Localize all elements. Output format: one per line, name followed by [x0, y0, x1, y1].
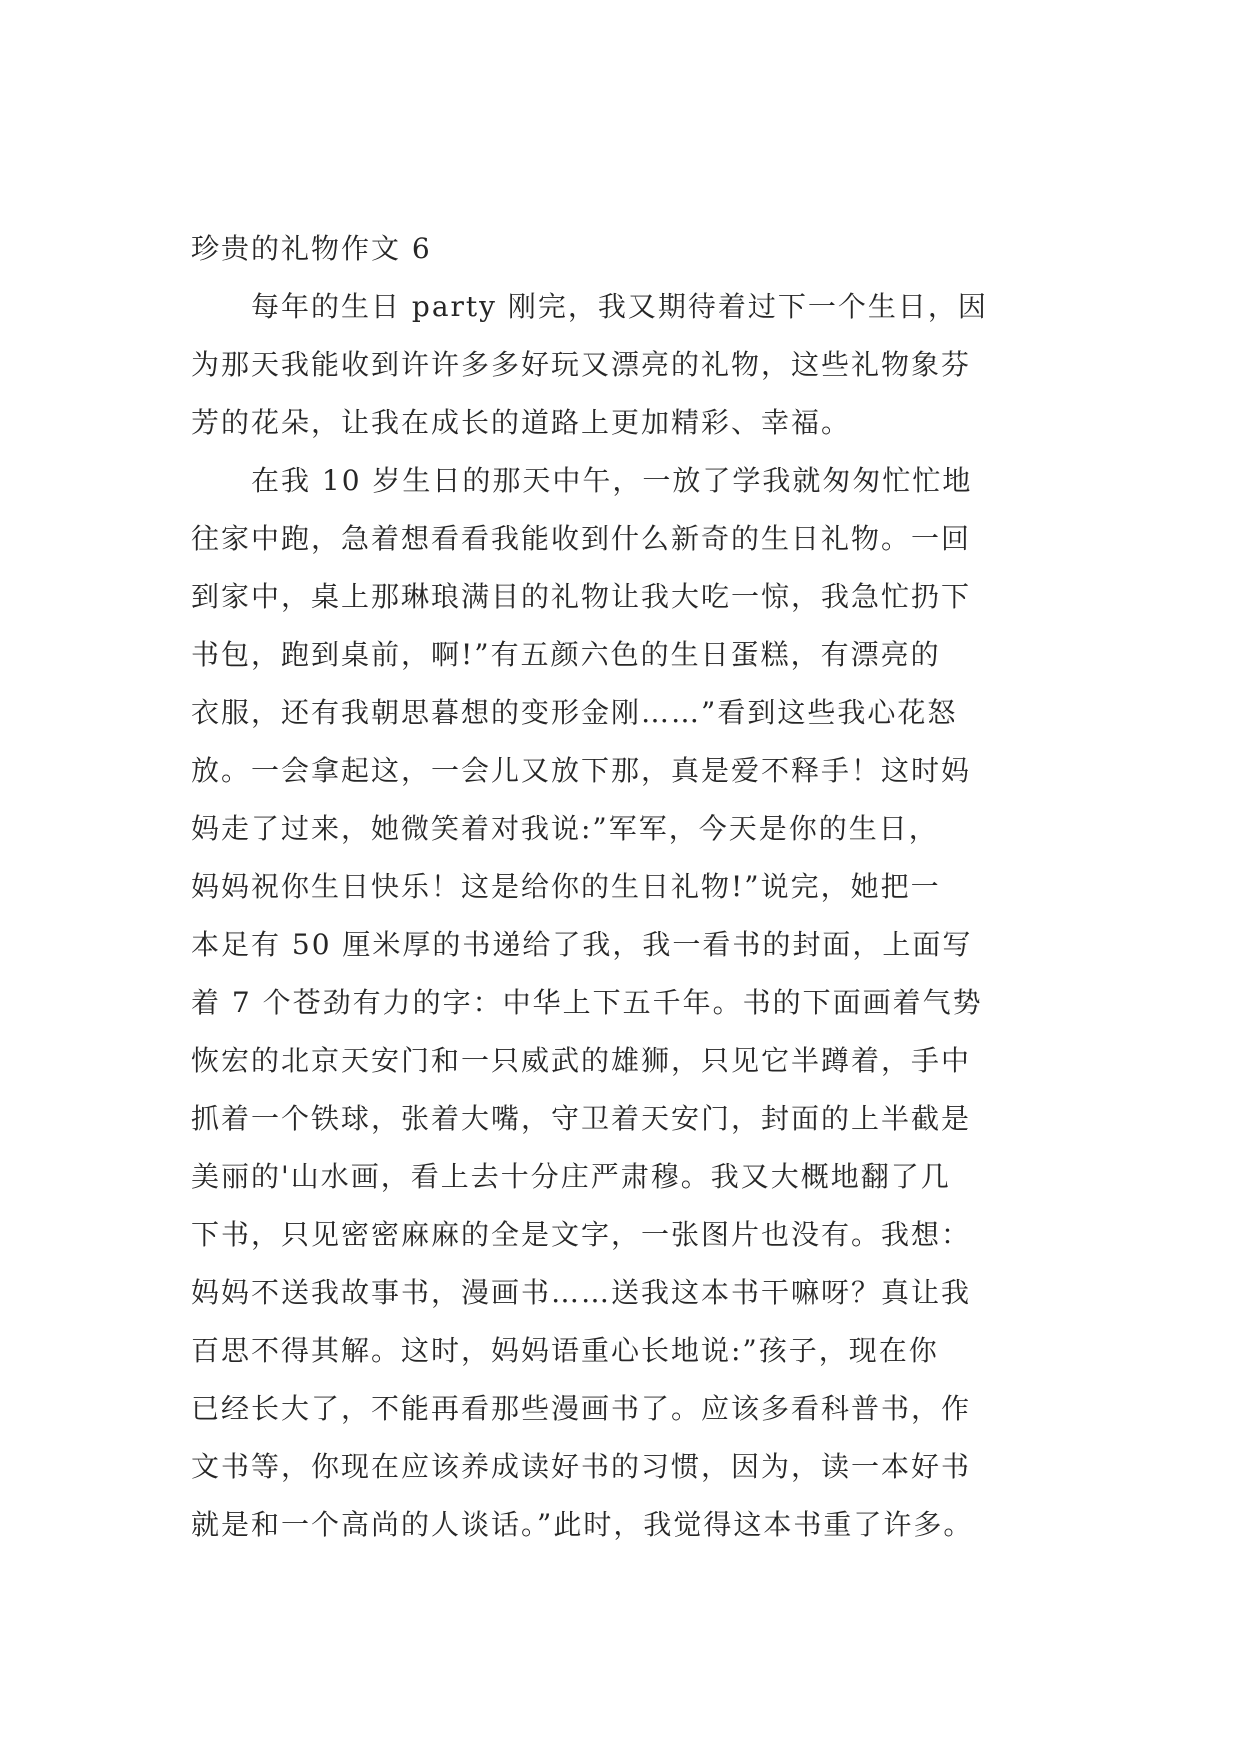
document-title: 珍贵的礼物作文 6 [191, 232, 432, 265]
text-line: 抓着一个铁球，张着大嘴，守卫着天安门，封面的上半截是 [191, 1102, 972, 1135]
text-line: 文书等，你现在应该养成读好书的习惯，因为，读一本好书 [191, 1450, 972, 1483]
text-line: 就是和一个高尚的人谈话。”此时，我觉得这本书重了许多。 [191, 1508, 974, 1541]
text-line: 下书，只见密密麻麻的全是文字，一张图片也没有。我想： [191, 1218, 972, 1251]
paragraph-1 [191, 278, 1071, 452]
text-line: 美丽的'山水画，看上去十分庄严肃穆。我又大概地翻了几 [191, 1160, 951, 1193]
text-line: 到家中，桌上那琳琅满目的礼物让我大吃一惊，我急忙扔下 [191, 580, 972, 613]
text-line: 着 7 个苍劲有力的字：中华上下五千年。书的下面画着气势 [191, 986, 983, 1019]
text-line: 书包，跑到桌前，啊!”有五颜六色的生日蛋糕，有漂亮的 [191, 638, 941, 671]
text-line: 每年的生日 party 刚完，我又期待着过下一个生日，因 [191, 290, 988, 323]
text-line: 衣服，还有我朝思暮想的变形金刚……”看到这些我心花怒 [191, 696, 958, 729]
text-line: 在我 10 岁生日的那天中午，一放了学我就匆匆忙忙地 [191, 464, 973, 497]
text-line: 本足有 50 厘米厚的书递给了我，我一看书的封面，上面写 [191, 928, 973, 961]
text-line: 已经长大了，不能再看那些漫画书了。应该多看科普书，作 [191, 1392, 972, 1425]
text-line: 妈走了过来，她微笑着对我说:”军军，今天是你的生日， [191, 812, 939, 845]
text-line: 放。一会拿起这，一会儿又放下那，真是爱不释手！这时妈 [191, 754, 972, 787]
document-body [191, 220, 1071, 1554]
text-line: 妈妈祝你生日快乐！这是给你的生日礼物!”说完，她把一 [191, 870, 941, 903]
text-line: 恢宏的北京天安门和一只威武的雄狮，只见它半蹲着，手中 [191, 1044, 972, 1077]
text-line: 芳的花朵，让我在成长的道路上更加精彩、幸福。 [191, 406, 852, 439]
text-line: 为那天我能收到许许多多好玩又漂亮的礼物，这些礼物象芬 [191, 348, 972, 381]
paragraph-2 [191, 452, 1071, 1554]
text-line: 往家中跑，急着想看看我能收到什么新奇的生日礼物。一回 [191, 522, 972, 555]
text-line: 妈妈不送我故事书，漫画书……送我这本书干嘛呀？真让我 [191, 1276, 972, 1309]
text-line: 百思不得其解。这时，妈妈语重心长地说:”孩子，现在你 [191, 1334, 939, 1367]
